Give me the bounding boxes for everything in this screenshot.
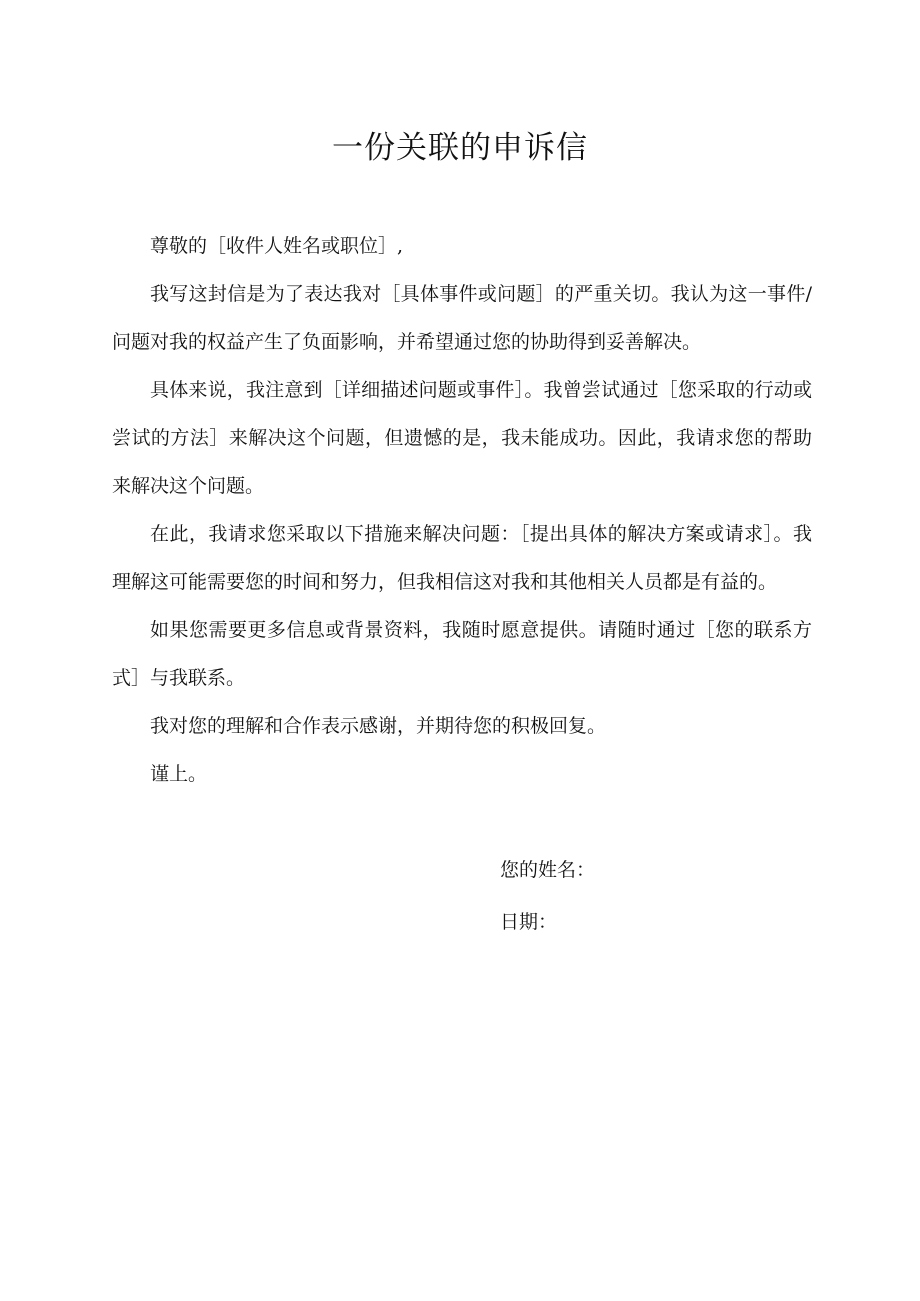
paragraph-thanks: 我对您的理解和合作表示感谢，并期待您的积极回复。 — [150, 715, 607, 737]
document-title: 一份关联的申诉信 — [332, 130, 588, 166]
paragraph-request: 在此，我请求您采取以下措施来解决问题：［提出具体的解决方案或请求］。我理解这可能需要您的时间和努力，但我相信这对我和其他相关人员都是有益的。 — [112, 523, 812, 593]
signature-name-label: 您的姓名： — [500, 859, 596, 881]
letter-body — [112, 222, 812, 798]
closing: 谨上。 — [150, 763, 208, 785]
signature-date-label: 日期： — [500, 911, 558, 933]
signature-block — [500, 844, 595, 948]
paragraph-contact: 如果您需要更多信息或背景资料，我随时愿意提供。请随时通过［您的联系方式］与我联系。 — [112, 619, 812, 689]
paragraph-concern: 我写这封信是为了表达我对［具体事件或问题］的严重关切。我认为这一事件/问题对我的权益产生了负面影响，并希望通过您的协助得到妥善解决。 — [112, 283, 812, 353]
paragraph-details: 具体来说，我注意到［详细描述问题或事件］。我曾尝试通过［您采取的行动或尝试的方法］来解决这个问题，但遗憾的是，我未能成功。因此，我请求您的帮助来解决这个问题。 — [112, 379, 812, 497]
salutation: 尊敬的［收件人姓名或职位］, — [150, 235, 404, 257]
